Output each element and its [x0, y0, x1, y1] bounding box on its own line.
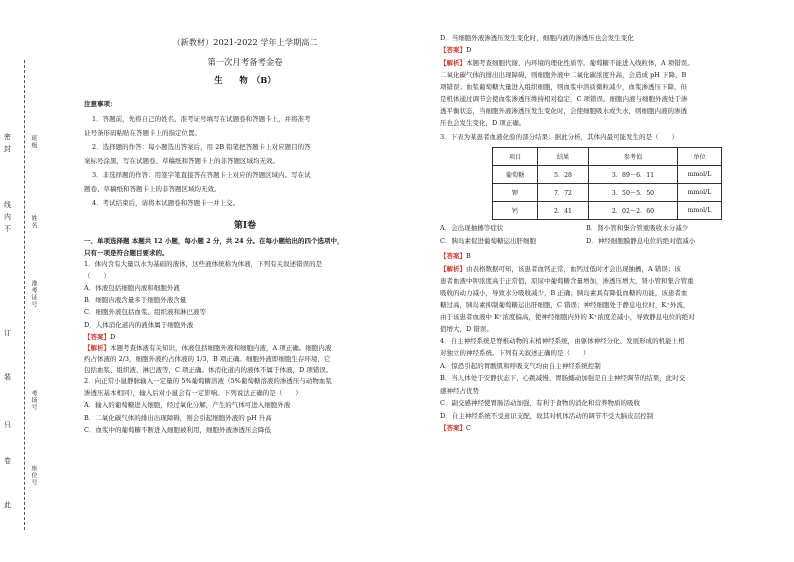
notes-item: 3．非选择题的作答：用签字笔直接答在答题卡上对应的答题区域内。写在试	[92, 171, 311, 180]
q3-option: A．会出现抽搐等症状	[440, 224, 504, 232]
table-header: 参考值	[589, 148, 678, 166]
q1-analysis	[84, 343, 409, 354]
binding-char: 内	[4, 213, 11, 221]
answer-label: 【答案】	[84, 333, 110, 342]
binding-label-exam-id: 准考证号	[30, 280, 37, 308]
q3-analysis: 由于该患者血液中 K⁺浓度偏高，使神经细胞内外的 K⁺浓度差减小，导致静息电位的绝对	[440, 313, 695, 321]
q3-option: B．肾小管和集合管重吸收水分减少	[586, 224, 689, 232]
notes	[84, 100, 404, 210]
analysis-label: 【解析】	[440, 265, 466, 273]
table-cell: 3．50～5．50	[589, 184, 678, 202]
title-line1: （新教材）2021-2022 学年上学期高二	[172, 37, 318, 47]
binding-char: 卷	[4, 457, 11, 465]
table-cell: 葡萄糖	[493, 166, 538, 184]
table-row	[493, 202, 722, 220]
table-cell: 7．72	[538, 184, 589, 202]
section-intro: 只有一项是符合题目要求的。	[84, 248, 169, 257]
table-header: 项目	[493, 148, 538, 166]
binding-char: 线	[4, 201, 11, 209]
notes-item: 1．答题前，先将自己的姓名、准考证号填写在试题卷和答题卡上，并将准考	[92, 115, 311, 124]
notes-item: 4．考试结束后，请将本试题卷和答题卡一并上交。	[92, 199, 240, 208]
q3-analysis: 患者血液中钾浓度高于正常值，原尿中葡萄糖含量增加，渗透压增大，肾小管和集合管重	[440, 277, 694, 285]
table-cell: mmol/L	[678, 166, 722, 184]
lab-results-table	[492, 147, 722, 220]
table-row	[493, 166, 722, 184]
q2-option: B．二氧化碳气体的排出出现障碍，则会引起细胞外液的 pH 升高	[84, 413, 272, 422]
analysis-text: 由表格数据可知，该患者血钙正常，血钙过低时才会出现抽搐，A 错误；该	[466, 265, 681, 273]
table-cell: 2．02～2．60	[589, 202, 678, 220]
table-cell: mmol/L	[678, 184, 722, 202]
q3-analysis: 吸收的动力减小，导致水分吸收减少，B 正确；胰岛素具有降低血糖的功能，该患者血	[440, 289, 688, 297]
q3-option: C．胰岛素促进葡萄糖运出肝细胞	[440, 237, 536, 245]
right-column	[440, 32, 775, 434]
binding-label-room: 考场号	[30, 390, 37, 411]
section-title: 第Ⅰ卷	[233, 221, 257, 231]
table-cell: 钾	[493, 184, 538, 202]
table-cell: 2．41	[538, 202, 589, 220]
binding-char: 只	[4, 421, 11, 429]
answer-value: C	[466, 424, 471, 432]
q1-option: D．人体消化道内的液体属于细胞外液	[84, 320, 194, 329]
table-header-row	[493, 148, 722, 166]
binding-label-name: 姓名	[30, 215, 37, 229]
q3-analysis: 值增大，D 错误。	[440, 325, 493, 333]
q2-stem: 渗透压基本相同），输入后对小鼠会有一定影响。下列说法正确的是（ ）	[84, 389, 302, 398]
title-line3: 生 物 （B）	[214, 75, 276, 85]
q1-stem: 1．体内含有大量以水为基础的液体，这些液体统称为体液，下列有关叙述错误的是	[84, 259, 323, 268]
q2-option: C．血浆中的葡萄糖不断进入细胞被利用，细胞外液渗透压会降低	[84, 425, 271, 434]
q2-option: A．输入的葡萄糖进入细胞，经过氧化分解，产生的气体可进入细胞外液	[84, 401, 291, 410]
q2-analysis: 压也会发生变化，D 项正确。	[440, 119, 526, 127]
binding-char: 密	[4, 133, 11, 141]
answer-value: D	[110, 333, 116, 342]
notes-heading: 注意事项：	[84, 100, 117, 108]
q4-answer	[440, 422, 775, 434]
notes-item: 证号条形码粘贴在答题卡上的指定位置。	[84, 129, 201, 138]
table-row	[493, 184, 722, 202]
q2-analysis: 项错误；血浆葡萄糖大量进入组织细胞，则血浆中溶质微粒减少，血浆渗透压下降，但	[440, 83, 687, 91]
binding-char: 封	[4, 145, 11, 153]
table-cell: mmol/L	[678, 202, 722, 220]
q4-stem: 对独立的神经系统。下列有关叙述正确的是（ ）	[440, 349, 590, 357]
answer-label: 【答案】	[440, 252, 466, 260]
table-cell: 钙	[493, 202, 538, 220]
q2-answer	[440, 44, 775, 57]
q3-analysis: 糖过高，胰岛素抑制葡萄糖运出肝细胞，C 错误；神经细胞处于静息电位时，K⁺外流，	[440, 301, 690, 309]
binding-label-class: 班级	[30, 135, 37, 149]
q4-option: A．惊恐引起的胃酸肌和呼吸支气均由自主神经系统控制	[440, 361, 601, 370]
q1-option: A．体液包括细胞内液和细胞外液	[84, 283, 180, 292]
title-line2: 第一次月考备考金卷	[207, 57, 283, 67]
q3-analysis	[440, 263, 775, 275]
q1-analysis: 包括血浆、组织液、淋巴液等，C 项正确。体消化道内的液体不属于体液，D 项错误。	[84, 366, 333, 375]
binding-char: 不	[4, 225, 11, 233]
notes-item: 案标号涂黑，写在试题卷、草稿纸和答题卡上的非答题区域均无效。	[84, 157, 279, 166]
q3-options	[440, 224, 775, 250]
table-header: 结果	[538, 148, 589, 166]
table-cell: 5．28	[538, 166, 589, 184]
table-cell: 3．89～6．11	[589, 166, 678, 184]
q1-answer	[84, 331, 409, 343]
q4-option: 感神经占优势	[440, 386, 479, 395]
q1-block	[84, 236, 409, 436]
analysis-text: 本题考查细胞代谢、内环境的理化性质等。葡萄糖不能进入线粒体，A 项错误。	[466, 59, 694, 67]
q2-analysis: 二氧化碳气体的排出出现障碍，则细胞外液中二氧化碳浓度升高，会造成 pH 下降，B	[440, 71, 687, 79]
analysis-label: 【解析】	[84, 344, 110, 353]
header	[80, 36, 410, 87]
binding-strip	[0, 60, 40, 530]
binding-label-seat: 座位号	[30, 465, 37, 486]
q1-option: C．细胞外液包括血浆、组织液和淋巴液等	[84, 308, 206, 317]
binding-dashed-line	[24, 60, 25, 530]
q2-analysis	[440, 57, 775, 69]
q4-option: D．自主神经系统不受意识支配，故其对机体活动的调节不受大脑皮层控制	[440, 411, 654, 420]
q4-option: B．当人体处于安静状态下，心跳减慢、胃肠蠕动加强是自主神经调节的结果，此时交	[440, 374, 686, 382]
binding-char: 此	[4, 501, 11, 509]
q2-analysis: 是机体通过调节会使血浆渗透压维持相对稳定，C 项错误。细胞内液与细胞外液处于渗	[440, 95, 688, 103]
q3-option: D．神经细胞膜静息电位的绝对值减小	[586, 237, 696, 245]
q4-option: C．副交感神经使胃肠活动加强，有利于食物的消化和营养物质的吸收	[440, 399, 640, 407]
answer-label: 【答案】	[440, 46, 466, 54]
q1-analysis: 约占体液的 2/3，细胞外液约占体液的 1/3，B 项正确。细胞外液即细胞生存环境，它	[84, 355, 331, 364]
analysis-label: 【解析】	[440, 59, 466, 67]
section-intro: 一、单项选择题 本题共 12 小题，每小题 2 分，共 24 分。在每小题给出的四个选项中，	[84, 237, 344, 245]
q2-stem: 2．向正常小鼠静脉输入一定量的 5%葡萄糖溶液（5%葡萄糖溶液的渗透压与动物血浆	[84, 377, 332, 386]
q1-option: B．细胞内液含量多于细胞外液含量	[84, 295, 187, 304]
q4-stem: 4．自主神经系统是脊椎动物的末梢神经系统，由躯体神经分化、发展形成的机能上相	[440, 337, 685, 345]
analysis-text: 本题考查体液有关知识，体液包括细胞外液和细胞内液，A 项正确。细胞内液	[110, 344, 332, 353]
q2-analysis: 透平衡状态，当细胞外液渗透压发生变化时，会使细胞吸水或失水，则细胞内液的渗透	[440, 107, 687, 115]
table-header: 单位	[678, 148, 722, 166]
binding-char: 订	[4, 329, 11, 337]
answer-value: D	[466, 46, 472, 54]
notes-item: 题卷、草稿纸和答题卡上的非答题区域均无效。	[84, 185, 221, 194]
q2-option: D．当细胞外液渗透压发生变化时，细胞内液的渗透压也会发生变化	[440, 34, 634, 42]
answer-value: B	[466, 252, 471, 260]
notes-item: 2．选择题的作答：每小题选出答案后，用 2B 铅笔把答题卡上对应题目的答	[92, 143, 311, 152]
q1-stem: （ ）	[84, 271, 110, 280]
q3-stem: 3．下表为某患者血液化验的部分结果：据此分析，其体内最可能发生的是（ ）	[440, 133, 679, 141]
q3-answer	[440, 250, 775, 263]
binding-char: 装	[4, 373, 11, 381]
answer-label: 【答案】	[440, 424, 466, 432]
